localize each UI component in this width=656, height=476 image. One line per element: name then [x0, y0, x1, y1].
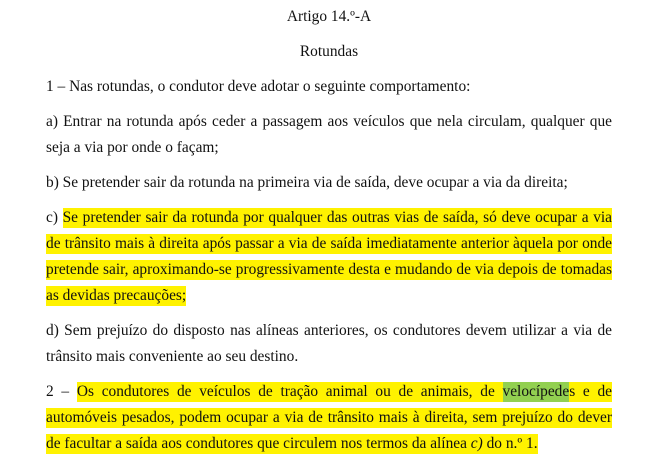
article-subtitle: Rotundas	[299, 43, 359, 60]
clause-d: d) Sem prejuízo do disposto nas alíneas anteriores, os condutores devem utilizar a via de trânsito mais conveniente ao seu destino.	[46, 322, 612, 365]
clause-c-prefix: c)	[46, 209, 63, 226]
paragraph-2-text-1: Os condutores de veículos de tração animal ou de animais, de	[76, 383, 503, 400]
clause-a: a) Entrar na rotunda após ceder a passagem aos veículos que nela circulam, qualquer que seja a via por onde o façam;	[46, 113, 612, 156]
paragraph-2-text-2: s e de automóveis pesados, podem ocupar a via de trânsito mais à direita, sem prejuízo do dever de facultar a saída aos condutores que circulem nos termos da alínea	[46, 383, 612, 452]
paragraph-2-prefix: 2 –	[46, 383, 77, 400]
paragraph-1: 1 – Nas rotundas, o condutor deve adotar o seguinte comportamento:	[46, 78, 471, 95]
clause-c	[46, 205, 612, 309]
clause-c-highlight: Se pretender sair da rotunda por qualquer das outras vias de saída, só deve ocupar a via de trânsito mais à direita após passar a via de saída imediatamente anterior àquela por onde pretende sair, aproximando-se progressivamente desta e mudando de via depois de tomadas as devidas precauções;	[46, 209, 612, 304]
paragraph-2	[46, 379, 612, 457]
article-title: Artigo 14.º-A	[286, 8, 372, 25]
clause-reference: c)	[470, 435, 483, 452]
clause-b: b) Se pretender sair da rotunda na primeira via de saída, deve ocupar a via da direita;	[46, 174, 568, 191]
paragraph-2-highlight	[46, 382, 612, 454]
paragraph-2-text-3: do n.º 1.	[482, 435, 538, 452]
green-highlight-word: velocípede	[502, 383, 570, 400]
